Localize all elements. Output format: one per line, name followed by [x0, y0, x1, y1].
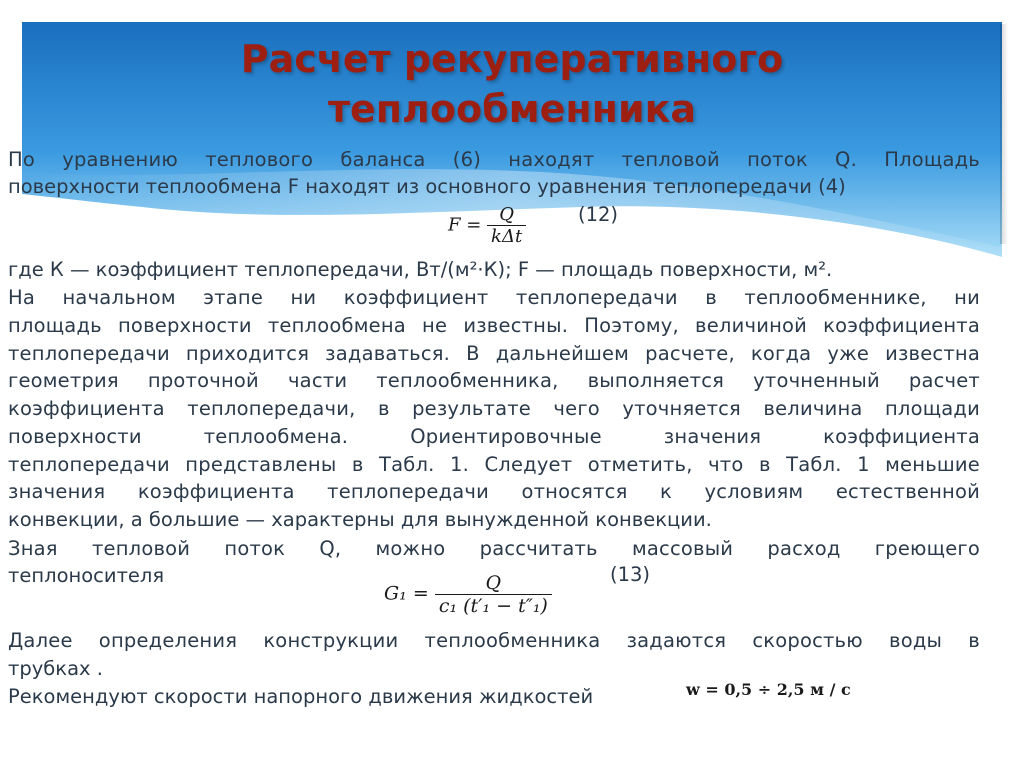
formula-area-number: (12) — [578, 203, 619, 226]
formula-area-lhs: F = — [448, 214, 482, 236]
where-line: где К — коэффициент теплопередачи, Вт/(м²·К); F — площадь поверхности, м². — [8, 258, 833, 281]
paragraph-2-line-7: теплопередачи представлены в Табл. 1. Следует отметить, что в Табл. 1 меньшие — [8, 453, 980, 476]
paragraph-3-line-1: Зная тепловой поток Q, можно рассчитать массовый расход греющего — [8, 537, 980, 560]
paragraph-5-line: Рекомендуют скорости напорного движения жидкостей — [8, 685, 594, 708]
title-line-2: теплообменника — [327, 87, 697, 131]
paragraph-2-line-4: геометрия проточной части теплообменника, выполняется уточненный расчет — [8, 369, 980, 392]
paragraph-3-line-2: теплоносителя — [8, 564, 165, 587]
paragraph-1-line-1: По уравнению теплового баланса (6) находят тепловой поток Q. Площадь — [8, 148, 980, 171]
paragraph-1-line-2: поверхности теплообмена F находят из основного уравнения теплопередачи (4) — [8, 175, 846, 198]
title-line-1: Расчет рекуперативного — [240, 37, 784, 81]
formula-velocity: w = 0,5 ÷ 2,5 м / с — [686, 680, 851, 699]
formula-flow-denominator: c₁ (t′₁ − t″₁) — [438, 595, 548, 617]
formula-area-fraction — [487, 204, 526, 247]
formula-flow-lhs: G₁ = — [384, 582, 429, 605]
paragraph-2-line-2: площадь поверхности теплообмена не известны. Поэтому, величиной коэффициента — [8, 314, 980, 337]
formula-area-denominator: kΔt — [491, 226, 523, 247]
paragraph-2-line-8: значения коэффициента теплопередачи относятся к условиям естественной — [8, 480, 980, 503]
paragraph-2-line-5: коэффициента теплопередачи, в результате чего уточняется величина площади — [8, 397, 980, 420]
formula-area-numerator: Q — [487, 204, 526, 226]
paragraph-2-line-3: теплопередачи приходится задаваться. В дальнейшем расчете, когда уже известна — [8, 342, 980, 365]
paragraph-2-last-line: конвекции, а большие — характерны для вынужденной конвекции. — [8, 508, 712, 531]
formula-area — [448, 204, 526, 247]
paragraph-2-line-6: поверхности теплообмена. Ориентировочные значения коэффициента — [8, 425, 980, 448]
paragraph-4-line-2: трубках . — [8, 657, 103, 680]
paragraph-4-line-1: Далее определения конструкции теплообменника задаются скоростью воды в — [8, 629, 980, 652]
formula-flow — [384, 572, 552, 617]
formula-flow-fraction — [435, 572, 552, 617]
formula-flow-number: (13) — [610, 563, 651, 586]
formula-flow-numerator: Q — [435, 572, 552, 595]
page-title — [22, 34, 1002, 134]
paragraph-2-line-1: На начальном этапе ни коэффициент теплопередачи в теплообменнике, ни — [8, 286, 980, 309]
